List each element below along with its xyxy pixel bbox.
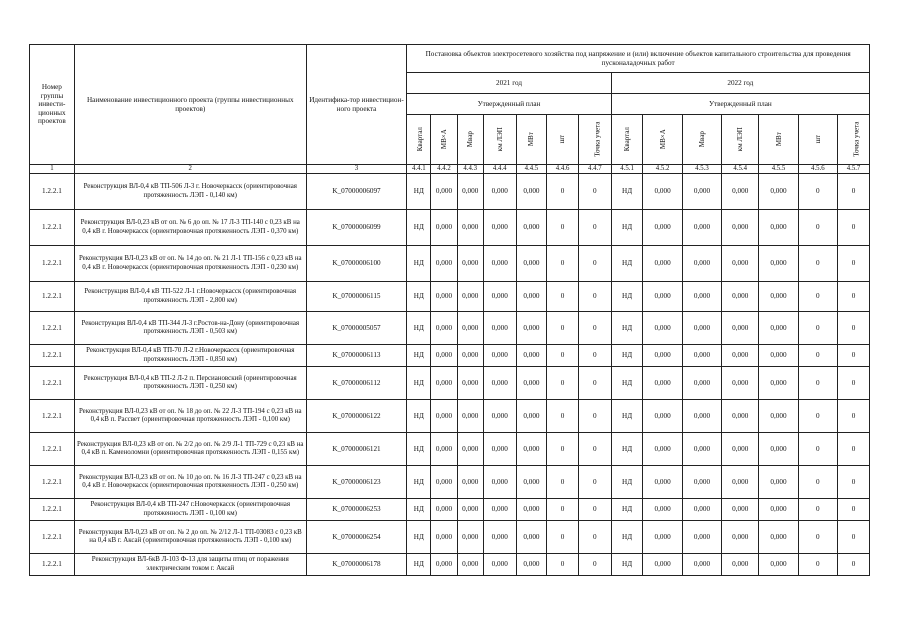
value-cell: НД	[611, 554, 643, 576]
value-cell: НД	[407, 282, 431, 312]
subcol-header: Точка учета	[838, 115, 870, 165]
value-cell: НД	[611, 312, 643, 345]
table-row	[30, 210, 870, 246]
value-cell: 0,000	[643, 499, 682, 521]
value-cell: 0	[547, 499, 579, 521]
value-cell: 0,000	[516, 554, 547, 576]
project-id-cell: K_07000006178	[306, 554, 407, 576]
value-cell: 0,000	[457, 282, 483, 312]
value-cell: 0,000	[457, 433, 483, 466]
value-cell: НД	[611, 466, 643, 499]
value-cell: 0	[838, 367, 870, 400]
value-cell: 0	[547, 345, 579, 367]
value-cell: 0,000	[682, 367, 721, 400]
value-cell: 0	[838, 554, 870, 576]
value-cell: 0,000	[722, 345, 759, 367]
value-cell: 0,000	[759, 174, 798, 210]
value-cell: 0	[547, 246, 579, 282]
value-cell: 0,000	[722, 433, 759, 466]
value-cell: 0,000	[431, 400, 457, 433]
value-cell: НД	[407, 554, 431, 576]
value-cell: 0	[838, 521, 870, 554]
value-cell: 0,000	[682, 521, 721, 554]
project-name-cell: Реконструкция ВЛ-0,23 кВ от оп. № 2/2 до оп. № 2/9 Л-1 ТП-729 с 0,23 кВ на 0,4 кВ п. Каменоломни (ориентировочная протяженность ЛЭП - 0,155 км)	[74, 433, 306, 466]
table-row	[30, 433, 870, 466]
value-cell: 0,000	[457, 312, 483, 345]
value-cell: 0,000	[722, 246, 759, 282]
value-cell: НД	[407, 400, 431, 433]
project-name-cell: Реконструкция ВЛ-0,23 кВ от оп. № 2 до оп. № 2/12 Л-1 ТП-03083 с 0,23 кВ на 0,4 кВ г. Аксай (ориентировочная протяженность ЛЭП - 0,100 км)	[74, 521, 306, 554]
value-cell: 0	[578, 433, 611, 466]
value-cell: 0	[798, 312, 837, 345]
value-cell: 0,000	[643, 210, 682, 246]
project-name-cell: Реконструкция ВЛ-0,4 кВ ТП-2 Л-2 п. Персиановский (ориентировочная протяженность ЛЭП - 0,250 км)	[74, 367, 306, 400]
value-cell: 0	[578, 367, 611, 400]
column-number: 4.5.7	[838, 165, 870, 174]
value-cell: НД	[407, 312, 431, 345]
table-row	[30, 466, 870, 499]
table-row	[30, 246, 870, 282]
project-id-cell: K_07000006254	[306, 521, 407, 554]
column-number: 1	[30, 165, 75, 174]
subcol-header: Квартал	[611, 115, 643, 165]
subcol-header: МВт	[516, 115, 547, 165]
project-name-cell: Реконструкция ВЛ-0,4 кВ ТП-247 г.Новочеркасск (ориентировочная протяженность ЛЭП - 0,100 км)	[74, 499, 306, 521]
project-id-cell: K_07000006112	[306, 367, 407, 400]
value-cell: 0,000	[759, 554, 798, 576]
column-number: 4.5.1	[611, 165, 643, 174]
project-name-cell: Реконструкция ВЛ-0,23 кВ от оп. № 10 до оп. № 16 Л-3 ТП-247 с 0,23 кВ на 0,4 кВ г. Новочеркасск (ориентировочная протяженность ЛЭП - 0,250 км)	[74, 466, 306, 499]
value-cell: 0,000	[431, 499, 457, 521]
value-cell: 0,000	[722, 210, 759, 246]
subcol-header: шт	[547, 115, 579, 165]
value-cell: НД	[611, 499, 643, 521]
value-cell: 0,000	[759, 499, 798, 521]
value-cell: 0	[798, 499, 837, 521]
value-cell: 0	[578, 554, 611, 576]
column-number: 4.5.2	[643, 165, 682, 174]
project-name-cell: Реконструкция ВЛ-0,4 кВ ТП-344 Л-3 г.Ростов-на-Дону (ориентировочная протяженность ЛЭП - 0,503 км)	[74, 312, 306, 345]
value-cell: 0,000	[682, 312, 721, 345]
value-cell: 0,000	[643, 312, 682, 345]
value-cell: 0	[798, 282, 837, 312]
value-cell: 0,000	[643, 521, 682, 554]
table-row	[30, 345, 870, 367]
project-name-cell: Реконструкция ВЛ-0,4 кВ ТП-506 Л-3 г. Новочеркасск (ориентировочная протяженность ЛЭП - 0,140 км)	[74, 174, 306, 210]
subcol-header: Мвар	[457, 115, 483, 165]
value-cell: 0,000	[759, 282, 798, 312]
value-cell: 0,000	[483, 210, 516, 246]
table-row	[30, 174, 870, 210]
value-cell: 0,000	[457, 521, 483, 554]
project-name-header: Наименование инвестиционного проекта (группы инвестиционных проектов)	[74, 45, 306, 165]
value-cell: 0,000	[643, 282, 682, 312]
value-cell: 0	[547, 466, 579, 499]
table-row	[30, 367, 870, 400]
value-cell: 0	[578, 210, 611, 246]
value-cell: НД	[611, 210, 643, 246]
value-cell: 0,000	[516, 400, 547, 433]
column-number: 4.5.6	[798, 165, 837, 174]
value-cell: 0	[838, 499, 870, 521]
project-name-cell: Реконструкция ВЛ-6кВ Л-103 Ф-13 для защиты птиц от поражения электрическим током г. Аксай	[74, 554, 306, 576]
value-cell: 0,000	[682, 246, 721, 282]
value-cell: 0,000	[722, 466, 759, 499]
table-row	[30, 521, 870, 554]
value-cell: НД	[407, 367, 431, 400]
value-cell: НД	[611, 345, 643, 367]
value-cell: 0,000	[722, 282, 759, 312]
commissioning-header: Постановка объектов электросетевого хозяйства под напряжение и (или) включение объектов капитального строительства для проведения пусконаладочных работ	[407, 45, 870, 73]
value-cell: 0	[798, 554, 837, 576]
group-number-cell: 1.2.2.1	[30, 521, 75, 554]
project-id-cell: K_07000006099	[306, 210, 407, 246]
value-cell: 0,000	[722, 521, 759, 554]
column-number: 4.4.7	[578, 165, 611, 174]
group-number-cell: 1.2.2.1	[30, 174, 75, 210]
value-cell: 0	[838, 345, 870, 367]
project-name-cell: Реконструкция ВЛ-0,23 кВ от оп. № 14 до оп. № 21 Л-1 ТП-156 с 0,23 кВ на 0,4 кВ г. Новочеркасск (ориентировочная протяженность ЛЭП - 0,230 км)	[74, 246, 306, 282]
value-cell: 0,000	[682, 282, 721, 312]
subcol-header: МВ×А	[431, 115, 457, 165]
group-number-cell: 1.2.2.1	[30, 466, 75, 499]
value-cell: 0,000	[516, 367, 547, 400]
value-cell: НД	[407, 466, 431, 499]
value-cell: 0,000	[516, 521, 547, 554]
value-cell: 0,000	[516, 466, 547, 499]
value-cell: НД	[407, 174, 431, 210]
column-number: 4.4.5	[516, 165, 547, 174]
subcol-header: МВт	[759, 115, 798, 165]
project-id-cell: K_07000006122	[306, 400, 407, 433]
value-cell: 0,000	[431, 345, 457, 367]
column-number: 4.4.4	[483, 165, 516, 174]
value-cell: НД	[611, 246, 643, 282]
value-cell: НД	[611, 174, 643, 210]
subcol-header: Мвар	[682, 115, 721, 165]
value-cell: НД	[407, 210, 431, 246]
investment-table	[29, 44, 870, 576]
value-cell: 0	[578, 174, 611, 210]
subcol-header: МВ×А	[643, 115, 682, 165]
subcol-header: шт	[798, 115, 837, 165]
value-cell: 0,000	[516, 210, 547, 246]
value-cell: 0,000	[483, 367, 516, 400]
value-cell: 0,000	[483, 499, 516, 521]
project-id-cell: K_07000006115	[306, 282, 407, 312]
value-cell: 0	[798, 345, 837, 367]
value-cell: 0,000	[682, 345, 721, 367]
project-id-cell: K_07000006100	[306, 246, 407, 282]
value-cell: 0,000	[483, 282, 516, 312]
value-cell: 0	[838, 312, 870, 345]
value-cell: 0,000	[483, 246, 516, 282]
value-cell: 0	[547, 312, 579, 345]
value-cell: 0	[838, 400, 870, 433]
value-cell: 0,000	[682, 466, 721, 499]
value-cell: 0,000	[643, 345, 682, 367]
value-cell: 0	[578, 312, 611, 345]
column-number: 4.4.3	[457, 165, 483, 174]
value-cell: 0,000	[431, 210, 457, 246]
value-cell: 0,000	[516, 345, 547, 367]
value-cell: 0	[578, 466, 611, 499]
table-row	[30, 400, 870, 433]
value-cell: 0,000	[457, 466, 483, 499]
value-cell: 0,000	[759, 345, 798, 367]
value-cell: 0,000	[682, 499, 721, 521]
value-cell: 0	[798, 174, 837, 210]
value-cell: 0,000	[759, 367, 798, 400]
year-2022-header: 2022 год	[611, 73, 869, 94]
table-row	[30, 554, 870, 576]
value-cell: 0	[798, 210, 837, 246]
value-cell: 0	[838, 174, 870, 210]
value-cell: 0,000	[483, 174, 516, 210]
value-cell: 0	[578, 246, 611, 282]
value-cell: 0,000	[722, 367, 759, 400]
value-cell: 0	[838, 210, 870, 246]
value-cell: 0,000	[682, 174, 721, 210]
year-2021-header: 2021 год	[407, 73, 611, 94]
value-cell: НД	[611, 367, 643, 400]
value-cell: НД	[407, 345, 431, 367]
value-cell: 0,000	[643, 174, 682, 210]
value-cell: 0,000	[759, 400, 798, 433]
value-cell: 0,000	[516, 174, 547, 210]
value-cell: 0	[578, 400, 611, 433]
value-cell: 0	[798, 521, 837, 554]
value-cell: 0,000	[682, 433, 721, 466]
group-number-cell: 1.2.2.1	[30, 312, 75, 345]
column-number: 4.5.3	[682, 165, 721, 174]
group-number-cell: 1.2.2.1	[30, 345, 75, 367]
value-cell: 0	[547, 210, 579, 246]
project-name-cell: Реконструкция ВЛ-0,23 кВ от оп. № 6 до оп. № 17 Л-3 ТП-140 с 0,23 кВ на 0,4 кВ г. Новочеркасск (ориентировочная протяженность ЛЭП - 0,370 км)	[74, 210, 306, 246]
value-cell: 0,000	[759, 521, 798, 554]
value-cell: 0	[798, 367, 837, 400]
value-cell: 0	[547, 367, 579, 400]
value-cell: НД	[407, 246, 431, 282]
value-cell: 0,000	[722, 554, 759, 576]
project-name-cell: Реконструкция ВЛ-0,4 кВ ТП-522 Л-1 г.Новочеркасск (ориентировочная протяженность ЛЭП - 2,800 км)	[74, 282, 306, 312]
value-cell: 0	[838, 282, 870, 312]
value-cell: НД	[611, 282, 643, 312]
column-number: 4.4.6	[547, 165, 579, 174]
value-cell: 0,000	[682, 210, 721, 246]
subcol-header: Точка учета	[578, 115, 611, 165]
value-cell: 0,000	[759, 433, 798, 466]
value-cell: 0,000	[431, 246, 457, 282]
value-cell: НД	[407, 499, 431, 521]
column-number: 4.4.2	[431, 165, 457, 174]
value-cell: 0,000	[457, 499, 483, 521]
value-cell: 0	[798, 466, 837, 499]
group-number-cell: 1.2.2.1	[30, 554, 75, 576]
subcol-header: Квартал	[407, 115, 431, 165]
value-cell: 0,000	[483, 466, 516, 499]
value-cell: 0,000	[483, 312, 516, 345]
value-cell: 0,000	[643, 367, 682, 400]
value-cell: 0,000	[431, 282, 457, 312]
value-cell: 0,000	[431, 554, 457, 576]
value-cell: 0,000	[431, 367, 457, 400]
column-number: 4.4.1	[407, 165, 431, 174]
value-cell: 0	[838, 433, 870, 466]
value-cell: 0,000	[483, 345, 516, 367]
group-number-cell: 1.2.2.1	[30, 246, 75, 282]
group-number-cell: 1.2.2.1	[30, 282, 75, 312]
value-cell: 0,000	[722, 312, 759, 345]
value-cell: 0,000	[483, 400, 516, 433]
value-cell: НД	[611, 400, 643, 433]
value-cell: 0,000	[643, 246, 682, 282]
value-cell: 0,000	[457, 345, 483, 367]
value-cell: 0,000	[516, 282, 547, 312]
value-cell: 0,000	[643, 433, 682, 466]
value-cell: 0,000	[759, 210, 798, 246]
value-cell: 0,000	[457, 210, 483, 246]
identifier-header: Идентифика-тор инвестицион-ного проекта	[306, 45, 407, 165]
value-cell: 0	[798, 433, 837, 466]
value-cell: 0,000	[431, 521, 457, 554]
value-cell: 0	[547, 174, 579, 210]
value-cell: 0,000	[722, 174, 759, 210]
group-number-cell: 1.2.2.1	[30, 433, 75, 466]
subcol-header: км ЛЭП	[722, 115, 759, 165]
project-id-cell: K_07000006097	[306, 174, 407, 210]
value-cell: 0,000	[516, 433, 547, 466]
plan-2021-header: Утвержденный план	[407, 94, 611, 115]
project-id-cell: K_07000005057	[306, 312, 407, 345]
value-cell: 0	[578, 345, 611, 367]
value-cell: 0,000	[483, 521, 516, 554]
group-number-cell: 1.2.2.1	[30, 210, 75, 246]
value-cell: 0	[547, 400, 579, 433]
value-cell: 0,000	[457, 367, 483, 400]
project-id-cell: K_07000006253	[306, 499, 407, 521]
subcol-header: км ЛЭП	[483, 115, 516, 165]
value-cell: 0	[798, 400, 837, 433]
value-cell: 0,000	[457, 400, 483, 433]
project-name-cell: Реконструкция ВЛ-0,23 кВ от оп. № 18 до оп. № 22 Л-3 ТП-194 с 0,23 кВ на 0,4 кВ п. Рассвет (ориентировочная протяженность ЛЭП - 0,100 км)	[74, 400, 306, 433]
value-cell: НД	[611, 433, 643, 466]
plan-2022-header: Утвержденный план	[611, 94, 869, 115]
group-number-cell: 1.2.2.1	[30, 499, 75, 521]
value-cell: 0,000	[643, 400, 682, 433]
value-cell: 0,000	[759, 246, 798, 282]
table-row	[30, 499, 870, 521]
value-cell: 0,000	[431, 433, 457, 466]
column-number: 3	[306, 165, 407, 174]
project-id-cell: K_07000006121	[306, 433, 407, 466]
value-cell: 0,000	[643, 466, 682, 499]
group-number-cell: 1.2.2.1	[30, 400, 75, 433]
table-row	[30, 282, 870, 312]
value-cell: 0,000	[431, 174, 457, 210]
group-number-header: Номер группы инвести-ционных проектов	[30, 45, 75, 165]
value-cell: 0,000	[516, 246, 547, 282]
value-cell: 0	[838, 246, 870, 282]
project-name-cell: Реконструкция ВЛ-0,4 кВ ТП-70 Л-2 г.Новочеркасск (ориентировочная протяженность ЛЭП - 0,850 км)	[74, 345, 306, 367]
table-row	[30, 312, 870, 345]
value-cell: 0,000	[682, 400, 721, 433]
value-cell: 0,000	[516, 499, 547, 521]
value-cell: 0,000	[483, 433, 516, 466]
value-cell: 0,000	[457, 554, 483, 576]
project-id-cell: K_07000006123	[306, 466, 407, 499]
column-number: 2	[74, 165, 306, 174]
value-cell: НД	[611, 521, 643, 554]
column-number: 4.5.5	[759, 165, 798, 174]
column-number: 4.5.4	[722, 165, 759, 174]
value-cell: 0,000	[759, 466, 798, 499]
value-cell: НД	[407, 521, 431, 554]
value-cell: 0,000	[722, 499, 759, 521]
value-cell: 0	[838, 466, 870, 499]
value-cell: 0	[798, 246, 837, 282]
value-cell: 0,000	[682, 554, 721, 576]
value-cell: 0,000	[431, 466, 457, 499]
value-cell: 0	[547, 554, 579, 576]
value-cell: 0	[547, 282, 579, 312]
value-cell: 0,000	[457, 246, 483, 282]
value-cell: 0,000	[457, 174, 483, 210]
value-cell: 0	[578, 282, 611, 312]
value-cell: 0	[547, 521, 579, 554]
value-cell: 0,000	[759, 312, 798, 345]
value-cell: 0	[547, 433, 579, 466]
value-cell: 0,000	[483, 554, 516, 576]
value-cell: 0,000	[431, 312, 457, 345]
value-cell: НД	[407, 433, 431, 466]
value-cell: 0	[578, 499, 611, 521]
value-cell: 0,000	[722, 400, 759, 433]
group-number-cell: 1.2.2.1	[30, 367, 75, 400]
value-cell: 0	[578, 521, 611, 554]
project-id-cell: K_07000006113	[306, 345, 407, 367]
value-cell: 0,000	[516, 312, 547, 345]
value-cell: 0,000	[643, 554, 682, 576]
